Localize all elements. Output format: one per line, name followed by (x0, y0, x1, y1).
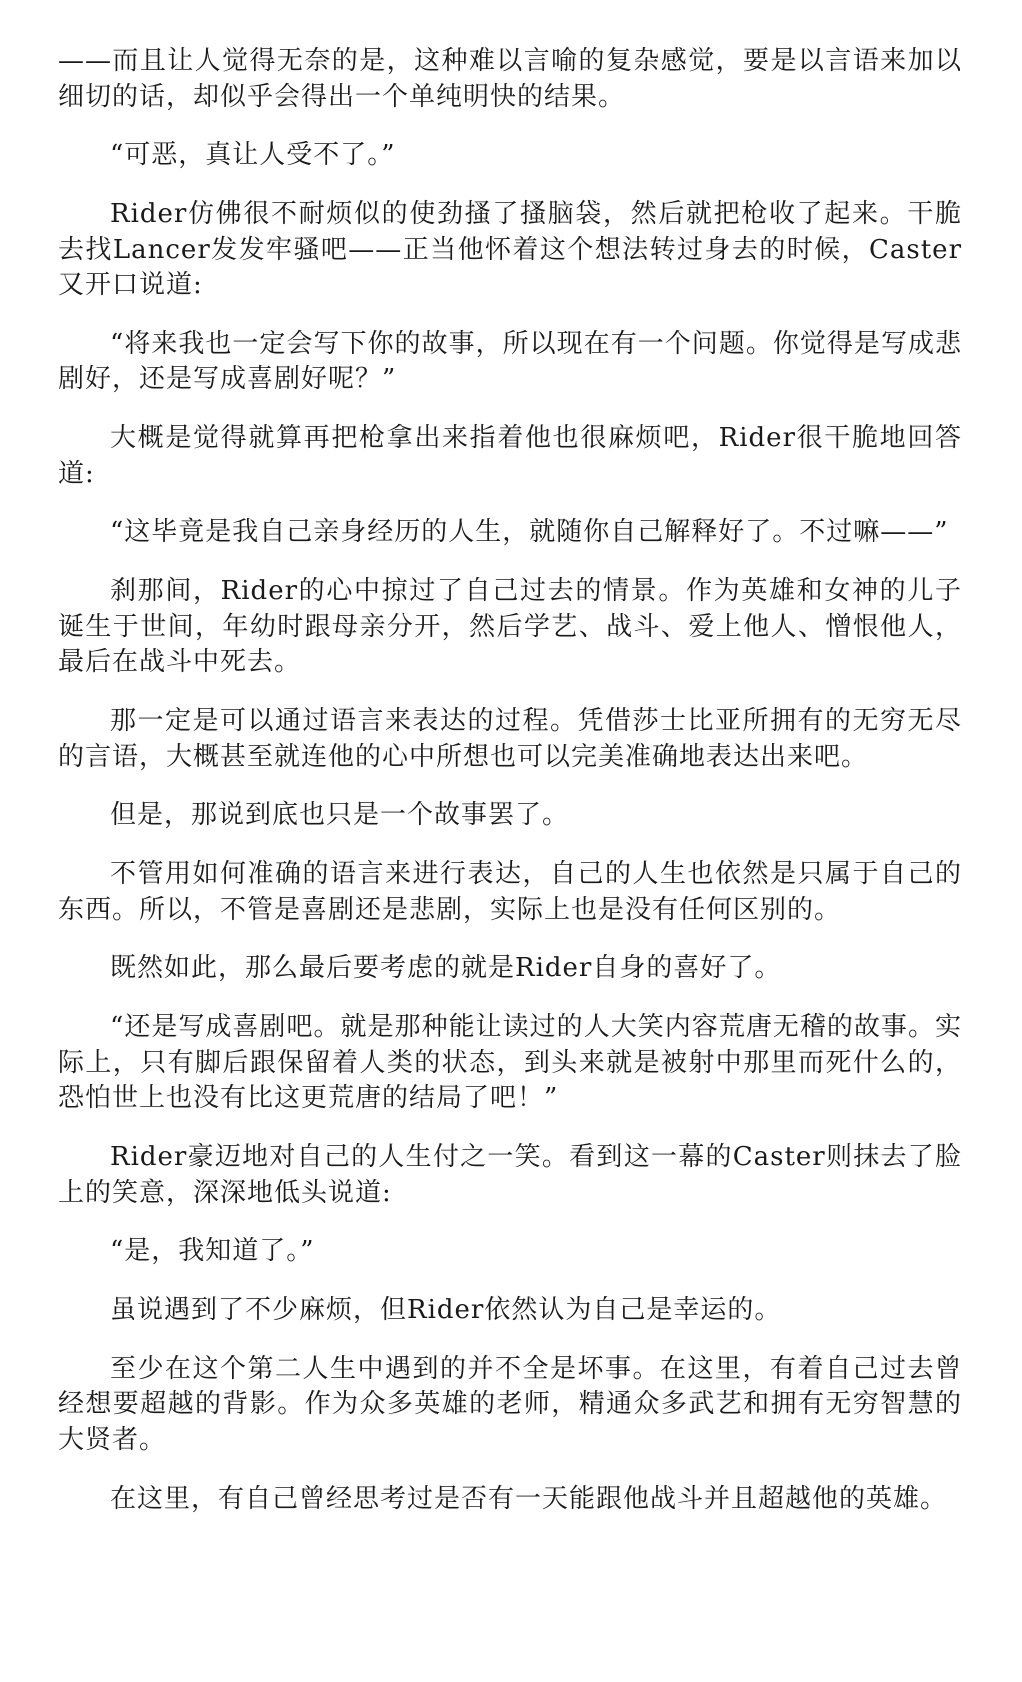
paragraph-4: “将来我也一定会写下你的故事，所以现在有一个问题。你觉得是写成悲剧好，还是写成喜剧好呢？” (58, 328, 962, 395)
paragraph-12: “还是写成喜剧吧。就是那种能让读过的人大笑内容荒唐无稽的故事。实际上，只有脚后跟保留着人类的状态，到头来就是被射中那里而死什么的，恐怕世上也没有比这更荒唐的结局了吧！” (58, 1012, 962, 1114)
paragraph-8: 那一定是可以通过语言来表达的过程。凭借莎士比亚所拥有的无穷无尽的言语，大概甚至就连他的心中所想也可以完美准确地表达出来吧。 (58, 706, 962, 772)
paragraph-7: 刹那间，Rider的心中掠过了自己过去的情景。作为英雄和女神的儿子诞生于世间，年幼时跟母亲分开，然后学艺、战斗、爱上他人、憎恨他人，最后在战斗中死去。 (58, 576, 962, 678)
paragraph-9: 但是，那说到底也只是一个故事罢了。 (110, 800, 570, 831)
paragraph-2: “可恶，真让人受不了。” (110, 140, 396, 171)
paragraph-14: “是，我知道了。” (110, 1236, 315, 1267)
paragraph-1: ——而且让人觉得无奈的是，这种难以言喻的复杂感觉，要是以言语来加以细切的话，却似乎会得出一个单纯明快的结果。 (58, 46, 962, 112)
paragraph-16: 至少在这个第二人生中遇到的并不全是坏事。在这里，有着自己过去曾经想要超越的背影。作为众多英雄的老师，精通众多武艺和拥有无穷智慧的大贤者。 (58, 1353, 962, 1455)
paragraph-6: “这毕竟是我自己亲身经历的人生，就随你自己解释好了。不过嘛——” (110, 517, 949, 548)
paragraph-15: 虽说遇到了不少麻烦，但Rider依然认为自己是幸运的。 (110, 1295, 782, 1326)
paragraph-5: 大概是觉得就算再把枪拿出来指着他也很麻烦吧，Rider很干脆地回答道: (58, 423, 962, 489)
paragraph-13: Rider豪迈地对自己的人生付之一笑。看到这一幕的Caster则抹去了脸上的笑意，深深地低头说道: (58, 1142, 962, 1208)
paragraph-10: 不管用如何准确的语言来进行表达，自己的人生也依然是只属于自己的东西。所以，不管是喜剧还是悲剧，实际上也是没有任何区别的。 (58, 859, 962, 925)
paragraph-17: 在这里，有自己曾经思考过是否有一天能跟他战斗并且超越他的英雄。 (110, 1483, 948, 1514)
paragraph-3: Rider仿佛很不耐烦似的使劲搔了搔脑袋，然后就把枪收了起来。干脆去找Lancer发发牢骚吧——正当他怀着这个想法转过身去的时候，Caster又开口说道: (58, 199, 962, 301)
document-page (58, 44, 962, 1644)
paragraph-11: 既然如此，那么最后要考虑的就是Rider自身的喜好了。 (110, 953, 782, 984)
